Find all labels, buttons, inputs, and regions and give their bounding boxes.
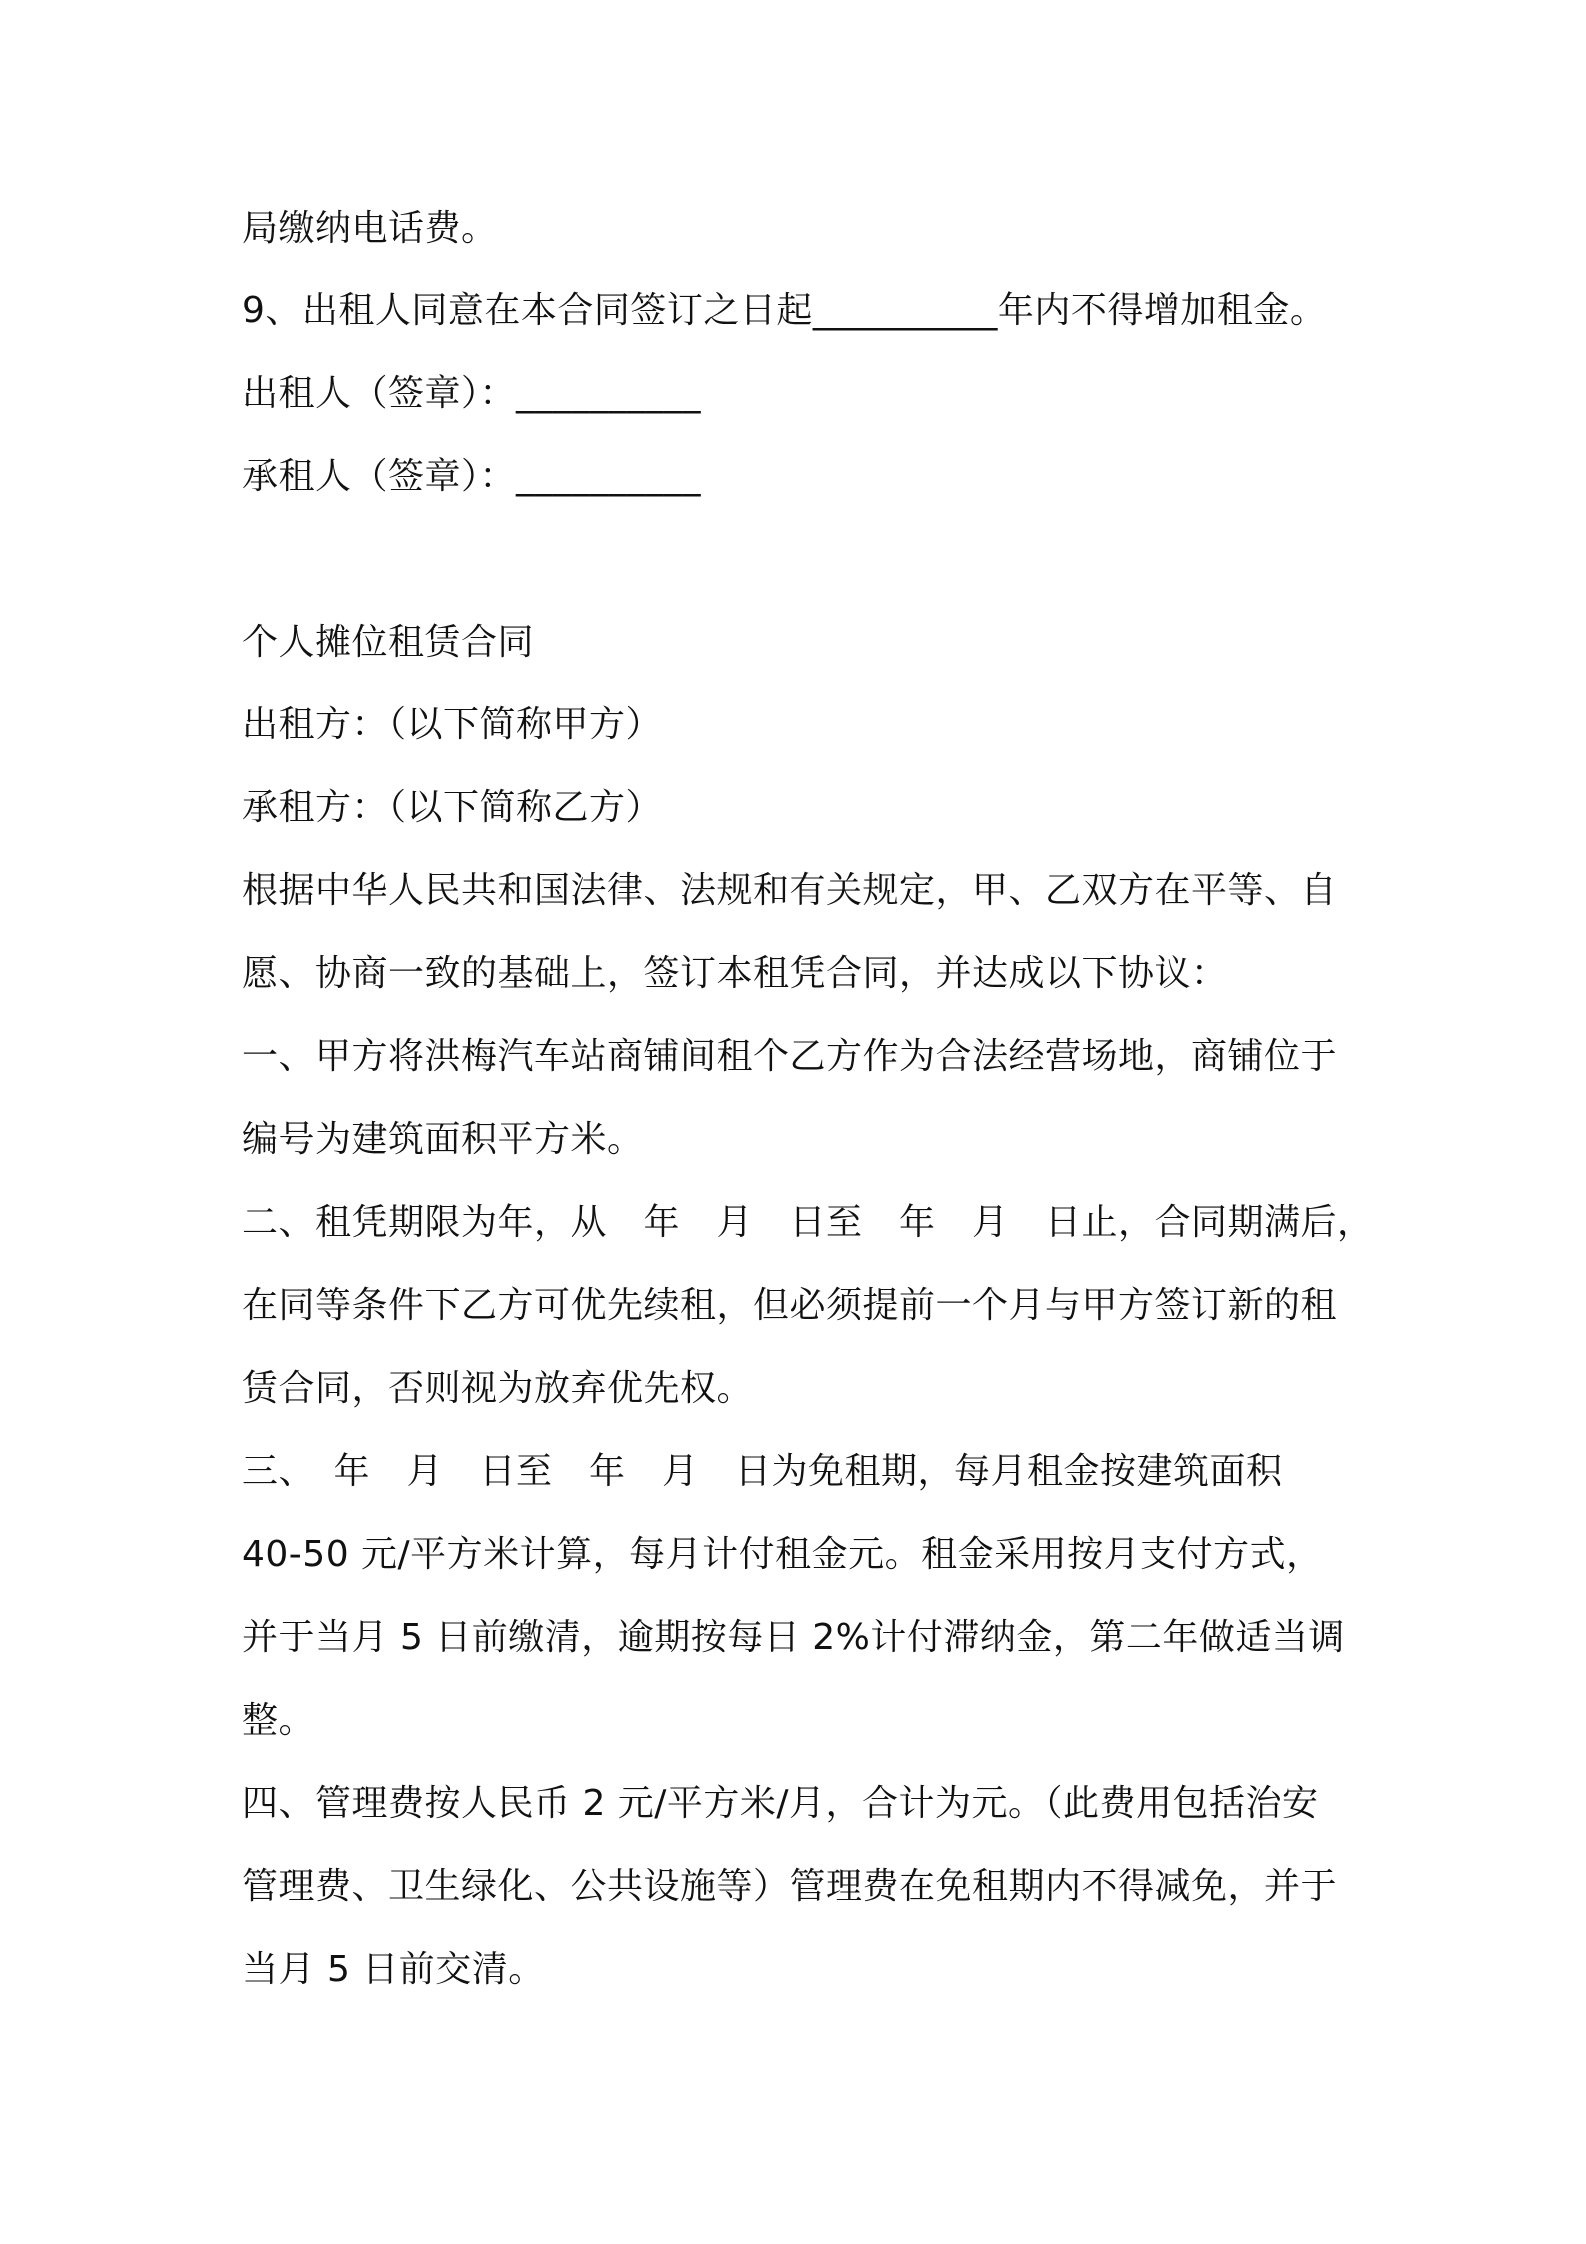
clause-1-line: 一、甲方将洪梅汽车站商铺间租个乙方作为合法经营场地，商铺位于	[242, 1036, 1338, 1077]
clause-2-line: 二、租凭期限为年，从 年 月 日至 年 月 日止，合同期满后，	[242, 1202, 1374, 1243]
clause-3-line: 整。	[242, 1700, 316, 1741]
text-line: 愿、协商一致的基础上，签订本租凭合同，并达成以下协议：	[242, 953, 1228, 994]
signature-line-lessee: 承租人（签章）：__________	[242, 456, 702, 497]
text-line: 根据中华人民共和国法律、法规和有关规定，甲、乙双方在平等、自	[242, 870, 1338, 911]
clause-3-line: 并于当月 5 日前缴清，逾期按每日 2%计付滞纳金，第二年做适当调	[242, 1617, 1345, 1658]
text-line: 9、出租人同意在本合同签订之日起__________年内不得增加租金。	[242, 290, 1327, 331]
clause-4-line: 管理费、卫生绿化、公共设施等）管理费在免租期内不得减免，并于	[242, 1866, 1338, 1907]
clause-1-line: 编号为建筑面积平方米。	[242, 1119, 644, 1160]
text-line: 局缴纳电话费。	[242, 208, 498, 249]
clause-2-line: 赁合同，否则视为放弃优先权。	[242, 1368, 754, 1409]
party-a-line: 出租方：（以下简称甲方）	[242, 704, 663, 745]
clause-2-line: 在同等条件下乙方可优先续租，但必须提前一个月与甲方签订新的租	[242, 1285, 1338, 1326]
signature-line-lessor: 出租人（签章）：__________	[242, 373, 702, 414]
clause-3-line: 三、 年 月 日至 年 月 日为免租期，每月租金按建筑面积	[242, 1451, 1283, 1492]
party-b-line: 承租方：（以下简称乙方）	[242, 787, 663, 828]
clause-3-line: 40-50 元/平方米计算，每月计付租金元。租金采用按月支付方式，	[242, 1534, 1323, 1575]
clause-4-line: 四、管理费按人民币 2 元/平方米/月，合计为元。（此费用包括治安	[242, 1783, 1319, 1824]
contract-title: 个人摊位租赁合同	[242, 622, 535, 663]
clause-4-line: 当月 5 日前交清。	[242, 1949, 545, 1990]
